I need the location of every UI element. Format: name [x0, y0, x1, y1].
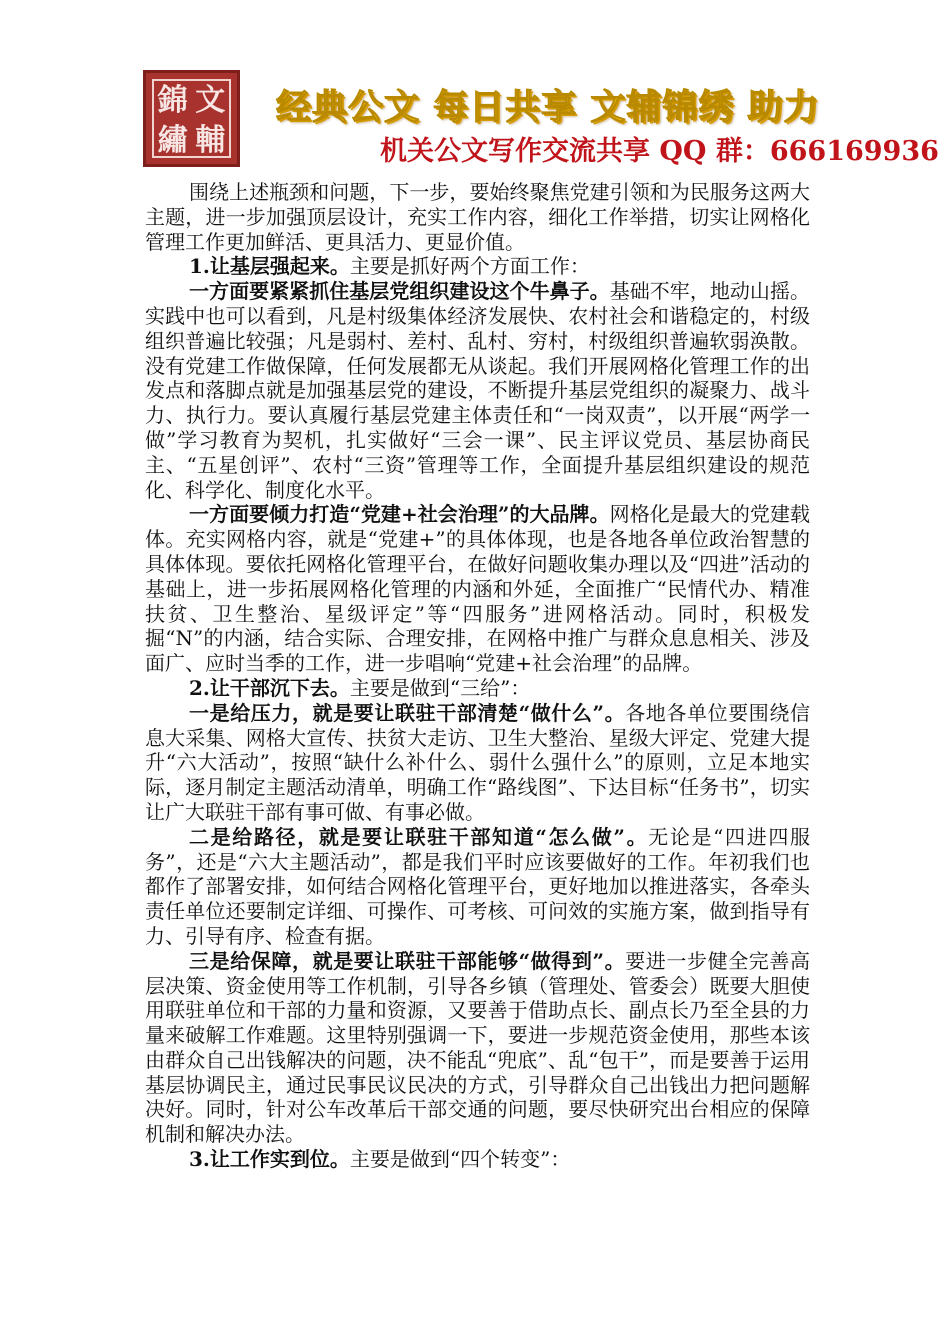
- paragraph: [145, 279, 810, 502]
- paragraph: [145, 825, 810, 949]
- logo-seal-char: 文: [195, 83, 226, 118]
- paragraph-text: 要进一步健全完善高层决策、资金使用等工作机制，引导各乡镇（管理处、管委会）既要大胆使用联驻单位和干部的力量和资源，又要善于借助点长、副点长乃至全县的力量来破解工作难题。这里特别强调一下，要进一步规范资金使用，那些本该由群众自己出钱解决的问题，决不能乱“兜底”、乱“包干”，而是要善于运用基层协调民主，通过民事民议民决的方式，引导群众自己出钱出力把问题解决好。同时，针对公车改革后干部交通的问题，要尽快研究出台相应的保障机制和解决办法。: [145, 948, 810, 1147]
- section-heading-2: [145, 676, 810, 701]
- paragraph-text: 基础不牢，地动山摇。实践中也可以看到，凡是村级集体经济发展快、农村社会和谐稳定的，村级组织普遍比较强；凡是弱村、差村、乱村、穷村，村级组织普遍软弱涣散。没有党建工作做保障，任何发展都无从谈起。我们开展网格化管理工作的出发点和落脚点就是加强基层党的建设，不断提升基层党组织的凝聚力、战斗力、执行力。要认真履行基层党建主体责任和“一岗双责”，以开展“两学一做”学习教育为契机，扎实做好“三会一课”、民主评议党员、基层协商民主、“五星创评”、农村“三资”管理等工作，全面提升基层组织建设的规范化、科学化、制度化水平。: [145, 279, 811, 502]
- paragraph-text: 主要是做到“三给”：: [349, 675, 531, 700]
- section-heading-3: [145, 1147, 810, 1172]
- banner-qq-group: 机关公文写作交流共享 QQ 群：666169936: [380, 136, 939, 167]
- section-heading-1: [145, 254, 810, 279]
- paragraph-text: 围绕上述瓶颈和问题，下一步，要始终聚焦党建引领和为民服务这两大主题，进一步加强顶层设计，充实工作内容，细化工作举措，切实让网格化管理工作更加鲜活、更具活力、更显价值。: [145, 180, 810, 254]
- paragraph-lead-bold: 一是给压力，就是要让联驻干部清楚“做什么”。: [189, 700, 626, 725]
- paragraph-lead-bold: 一方面要倾力打造“党建+社会治理”的大品牌。: [189, 502, 610, 527]
- logo-seal-char: 輔: [195, 123, 226, 158]
- paragraph-lead-bold: 一方面要紧紧抓住基层党组织建设这个牛鼻子。: [189, 279, 610, 304]
- paragraph-text: 无论是“四进四服务”，还是“六大主题活动”，都是我们平时应该要做好的工作。年初我们也都作了部署安排，如何结合网格化管理平台，更好地加以推进落实，各牵头责任单位还要制定详细、可操作、可考核、可问效的实施方案，做到指导有力、引导有序、检查有据。: [145, 824, 810, 948]
- paragraph-text: 主要是抓好两个方面工作：: [349, 254, 590, 279]
- paragraph-lead-bold: 三是给保障，就是要让联驻干部能够“做得到”。: [189, 948, 626, 973]
- paragraph-intro: [145, 180, 810, 254]
- logo-seal-char: 錦: [157, 83, 188, 118]
- paragraph: [145, 701, 810, 825]
- logo-seal: [143, 70, 240, 167]
- section-heading-bold: 3.让工作实到位。: [189, 1147, 350, 1172]
- banner-slogan: 经典公文 每日共享 文辅锦绣 助力: [276, 88, 820, 128]
- paragraph-text: 网格化是最大的党建载体。充实网格内容，就是“党建+”的具体体现，也是各地各单位政治智慧的具体体现。要依托网格化管理平台，在做好问题收集办理以及“四进”活动的基础上，进一步拓展网格化管理的内涵和外延，全面推广“民情代办、精准扶贫、卫生整治、星级评定”等“四服务”进网格活动。同时，积极发掘“N”的内涵，结合实际、合理安排，在网格中推广与群众息息相关、涉及面广、应时当季的工作，进一步唱响“党建+社会治理”的品牌。: [145, 502, 811, 676]
- paragraph-text: 各地各单位要围绕信息大采集、网格大宣传、扶贫大走访、卫生大整治、星级大评定、党建大提升“六大活动”，按照“缺什么补什么、弱什么强什么”的原则，立足本地实际，逐月制定主题活动清单，明确工作“路线图”、下达目标“任务书”，切实让广大联驻干部有事可做、有事必做。: [145, 700, 810, 824]
- paragraph: [145, 502, 810, 676]
- header-banner: [0, 0, 950, 172]
- document-body: [145, 180, 810, 1172]
- paragraph-text: 主要是做到“四个转变”：: [349, 1147, 571, 1172]
- section-heading-bold: 1.让基层强起来。: [189, 254, 350, 279]
- logo-seal-grid: [152, 79, 231, 158]
- logo-seal-char: 繡: [157, 123, 188, 158]
- paragraph: [145, 949, 810, 1147]
- section-heading-bold: 2.让干部沉下去。: [189, 675, 350, 700]
- paragraph-lead-bold: 二是给路径，就是要让联驻干部知道“怎么做”。: [189, 824, 649, 849]
